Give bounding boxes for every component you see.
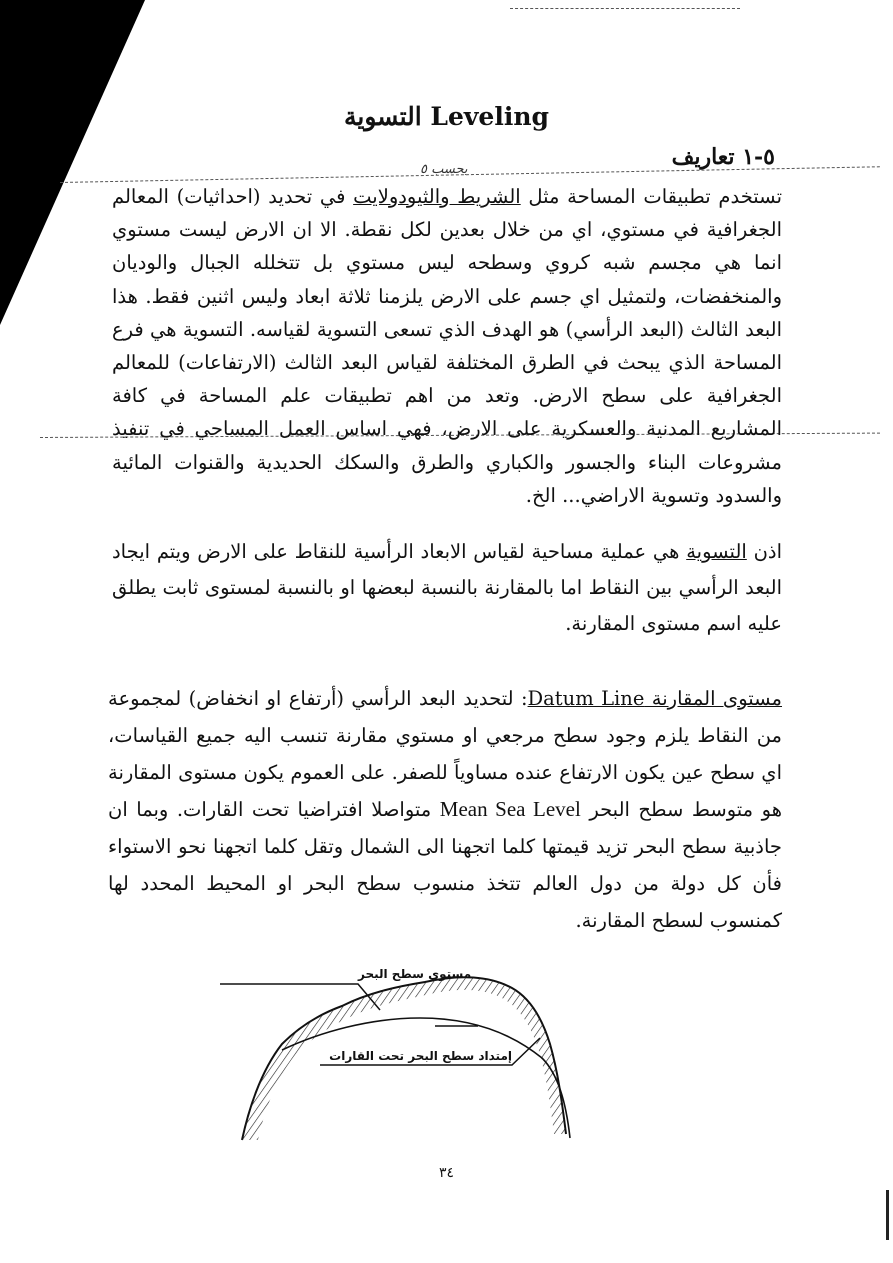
sea-level-diagram [220, 962, 580, 1152]
section-heading: ٥-١ تعاريف [671, 144, 775, 170]
para3-text-a: : لتحديد البعد الرأسي (أرتفاع او انخفاض) لمجموعة من النقاط يلزم وجود سطح مرجعي او مستوي مقارنة تنسب اليه جميع القياسات، اي سطح عين يكون الارتفاع عنده مساوياً للصفر. على العموم يكون مستوى المقارنة هو متوسط سطح البحر [108, 687, 782, 821]
mean-sea-level-term: Mean Sea Level [439, 797, 581, 821]
paragraph-datum-line [108, 680, 782, 939]
datum-line-label: مستوى المقارنة Datum Line [527, 687, 782, 710]
page-title: التسوية Leveling [344, 102, 549, 131]
para1-text-c: في تحديد (احداثيات) المعالم الجغرافية في مستوي، اي من خلال بعدين لكل نقطة. الا ان الارض ليست مستوي انما هي مجسم شبه كروي وسطحه ليس مستوي بل تتخلله الجبال والوديان والمنخفضات، ولتمثيل اي جسم على الارض يلزمنا ثلاثة ابعاد وليس اثنين فقط. هذا البعد الثالث (البعد الرأسي) هو الهدف الذي تسعى التسوية لقياسه. التسوية هي فرع المساحة الذي يبحث في الطرق المختلفة لقياس البعد الثالث (الارتفاعات) للمعالم الجغرافية على سطح الارض. وتعد من اهم تطبيقات علم المساحة في كافة المشاريع المدنية والعسكرية على الارض، فهي اساس العمل المساحي في تنفيذ مشروعات البناء والجسور والكباري والطرق والسكك الحديدية والقنوات المائية والسدود وتسوية الاراضي... الخ. [112, 185, 782, 507]
para2-text-a: اذن [746, 540, 782, 563]
sea-level-extension-curve [282, 1018, 570, 1138]
sea-level-label: مستوى سطح البحر [358, 967, 472, 981]
scan-line-top [510, 8, 740, 9]
paragraph-definitions [112, 180, 782, 512]
para3-text-b: متواصلا افتراضيا تحت القارات. وبما ان جاذبية سطح البحر تزيد قيمتها كلما اتجهنا الى الشمال وتقل كلما اتجهنا نحو الاستواء فأن كل دولة من دول العالم تتخذ منسوب سطح البحر او المحيط المحدد لها كمنسوب لسطح المقارنة. [108, 798, 782, 932]
para2-text-c: هي عملية مساحية لقياس الابعاد الرأسية للنقاط على الارض ويتم ايجاد البعد الرأسي بين النقاط اما بالمقارنة بالنسبة لبعضها او بالنسبة لمستوى ثابت يطلق عليه اسم مستوى المقارنة. [112, 540, 782, 635]
page-number: ٣٤ [438, 1165, 455, 1181]
para1-underlined-term: الشريط والثيودولايت [353, 185, 521, 208]
handwritten-margin-note: بحسب ٥ [420, 162, 468, 177]
para2-underlined-term: التسوية [686, 540, 747, 563]
para1-text-a: تستخدم تطبيقات المساحة مثل [520, 185, 782, 208]
sea-level-figure [220, 962, 580, 1152]
paragraph-leveling-definition [112, 534, 782, 642]
extension-label: إمتداد سطح البحر تحت القارات [329, 1049, 512, 1063]
scan-edge-mark [886, 1190, 889, 1240]
